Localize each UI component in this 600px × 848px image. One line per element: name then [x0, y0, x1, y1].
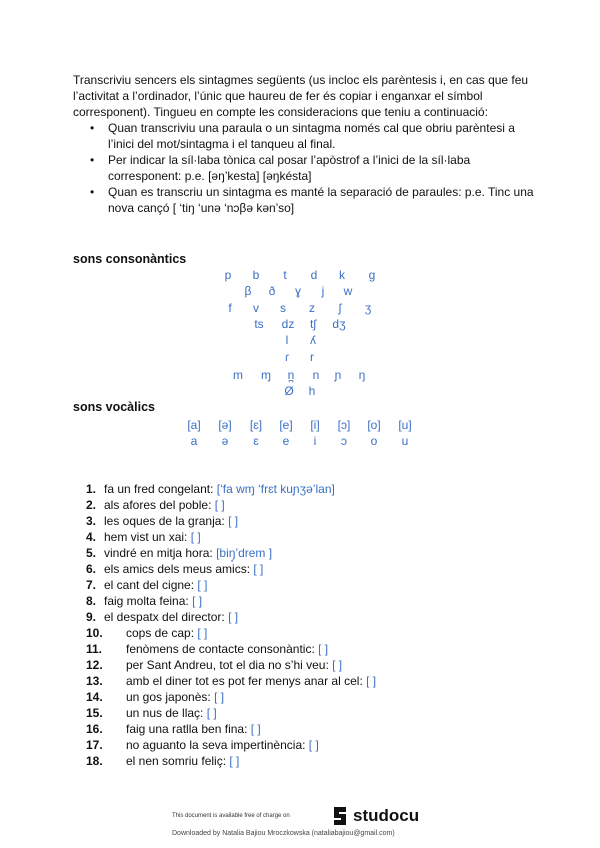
- vowel-plain: ə: [221, 434, 229, 448]
- exercise-answer[interactable]: [ ]: [214, 498, 225, 512]
- exercise-item: [86, 529, 376, 545]
- exercise-item: [86, 577, 376, 593]
- exercise-number: 8.: [86, 594, 97, 608]
- vowel-plain: o: [370, 434, 378, 448]
- consonant-symbol: dʒ: [332, 317, 346, 331]
- exercise-text: les oques de la granja:: [104, 514, 229, 528]
- exercise-answer[interactable]: [biŋ̟’drem ]: [216, 546, 273, 560]
- exercise-text: vindré en mitja hora:: [104, 546, 217, 560]
- exercise-list: [86, 481, 376, 769]
- exercise-number: 4.: [86, 530, 97, 544]
- exercise-number: 7.: [86, 578, 97, 592]
- exercise-item: [86, 737, 376, 753]
- consonant-symbol: l: [285, 333, 289, 347]
- exercise-text: faig una ratlla ben fina:: [126, 722, 251, 736]
- vowel-bracketed: [e]: [279, 418, 293, 432]
- consonant-symbol: β: [244, 284, 252, 298]
- exercise-number: 12.: [86, 658, 103, 672]
- vowel-bracketed: [o]: [367, 418, 381, 432]
- exercise-text: un gos japonès:: [126, 690, 215, 704]
- consonant-symbol: d: [310, 268, 318, 282]
- instructions-paragraph: Transcriviu sencers els sintagmes següents (us incloc els parèntesis i, en cas que feu l’activitat a l’ordinador, l’únic que haureu de fer és copiar i enganxar el símbol corresponent). Tingueu en compte les consideracions que teniu a continuació:: [73, 73, 529, 119]
- exercise-number: 18.: [86, 754, 103, 768]
- exercise-item: [86, 625, 376, 641]
- consonant-symbol: h: [308, 384, 316, 398]
- exercise-text: fa un fred congelant:: [104, 482, 217, 496]
- vowel-bracketed: [i]: [310, 418, 320, 432]
- exercise-item: [86, 721, 376, 737]
- exercise-text: per Sant Andreu, tot el dia no s’hi veu:: [126, 658, 333, 672]
- vowel-bracketed: [a]: [187, 418, 201, 432]
- exercise-item: [86, 753, 376, 769]
- consonant-symbol: ɲ: [334, 368, 342, 382]
- consonant-symbol: ɾ: [285, 350, 289, 364]
- consideration-item: [73, 152, 543, 184]
- exercise-answer[interactable]: [ ]: [229, 754, 240, 768]
- consonant-symbol: Ø: [284, 384, 294, 398]
- vowel-plain: u: [401, 434, 409, 448]
- consonant-symbol: ts: [254, 317, 264, 331]
- consideration-item: [73, 184, 543, 216]
- exercise-number: 9.: [86, 610, 97, 624]
- exercise-answer[interactable]: [ ]: [228, 610, 239, 624]
- consonant-symbol: ʃ: [338, 301, 342, 315]
- vowel-plain: i: [313, 434, 317, 448]
- consonant-symbol: ɣ: [294, 284, 301, 298]
- exercise-text: el cant del cigne:: [104, 578, 198, 592]
- consonant-symbol: p: [224, 268, 232, 282]
- consideration-text: Quan transcriviu una paraula o un sintagma només cal que obriu parèntesi a l’inici del mot/sintagma i el tanqueu al final.: [108, 121, 515, 151]
- consonant-symbol: ʎ: [310, 333, 316, 347]
- exercise-item: [86, 641, 376, 657]
- instructions: [73, 72, 543, 216]
- exercise-text: un nus de llaç:: [126, 706, 207, 720]
- exercise-number: 16.: [86, 722, 103, 736]
- exercise-text: els amics dels meus amics:: [104, 562, 254, 576]
- vowels-bracketed-row: [0, 418, 600, 434]
- exercise-text: als afores del poble:: [104, 498, 215, 512]
- vowel-plain: ɛ: [253, 434, 259, 448]
- exercise-number: 3.: [86, 514, 97, 528]
- considerations-list: [73, 120, 543, 216]
- vowel-plain: e: [282, 434, 290, 448]
- exercise-text: cops de cap:: [126, 626, 198, 640]
- consideration-text: Per indicar la síl·laba tònica cal posar l’apòstrof a l’inici de la síl·laba corresponent: p.e.: [108, 153, 471, 183]
- vowel-bracketed: [ɔ]: [337, 418, 351, 432]
- exercise-number: 5.: [86, 546, 97, 560]
- studocu-brand: studocu: [353, 806, 420, 825]
- exercise-answer[interactable]: [ ]: [206, 706, 217, 720]
- exercise-item: [86, 593, 376, 609]
- studocu-logo-icon: [330, 805, 350, 827]
- consonant-symbol: n̪: [287, 368, 295, 382]
- vowel-plain: ɔ: [341, 434, 347, 448]
- studocu-logo[interactable]: [330, 805, 419, 827]
- consonant-symbol: ŋ: [358, 368, 366, 382]
- exercise-item: [86, 481, 376, 497]
- vowels-heading: sons vocàlics: [73, 400, 155, 414]
- exercise-number: 14.: [86, 690, 103, 704]
- consonant-symbol: w: [343, 284, 353, 298]
- exercise-text: no aguanto la seva impertinència:: [126, 738, 309, 752]
- exercise-item: [86, 545, 376, 561]
- consonant-symbol: t: [283, 268, 287, 282]
- exercise-number: 11.: [86, 642, 103, 656]
- consonant-symbol: b: [252, 268, 260, 282]
- exercise-number: 15.: [86, 706, 103, 720]
- consonant-symbol: v: [253, 301, 259, 315]
- vowel-bracketed: [ə]: [218, 418, 232, 432]
- exercise-text: el despatx del director:: [104, 610, 229, 624]
- exercise-item: [86, 513, 376, 529]
- vowel-bracketed: [u]: [398, 418, 412, 432]
- consonant-symbol: ʒ: [364, 301, 372, 315]
- exercise-answer[interactable]: [‘fa wɱ ‘frɛt kuɲʒə’lan]: [216, 482, 335, 496]
- exercise-answer[interactable]: [ ]: [197, 578, 208, 592]
- exercise-item: [86, 609, 376, 625]
- consonant-symbol: r: [310, 350, 314, 364]
- exercise-answer[interactable]: [ ]: [214, 690, 225, 704]
- exercise-item: [86, 561, 376, 577]
- exercise-number: 10.: [86, 626, 103, 640]
- exercise-answer[interactable]: [ ]: [197, 626, 208, 640]
- vowels-plain-row: [0, 434, 600, 450]
- exercise-number: 13.: [86, 674, 103, 688]
- exercise-item: [86, 497, 376, 513]
- consideration-item: [73, 120, 543, 152]
- exercise-answer[interactable]: [ ]: [332, 658, 343, 672]
- consonant-symbol: m: [233, 368, 243, 382]
- consonant-symbol: f: [228, 301, 232, 315]
- consonants-heading: sons consonàntics: [73, 252, 187, 266]
- consonant-symbol: z: [309, 301, 315, 315]
- exercise-text: hem vist un xai:: [104, 530, 191, 544]
- exercise-item: [86, 705, 376, 721]
- consideration-text: Quan es transcriu un sintagma es manté la separació de paraules: p.e. Tinc una nova cançó: [108, 185, 534, 215]
- vowel-bracketed: [ɛ]: [249, 418, 263, 432]
- exercise-answer[interactable]: [ ]: [308, 738, 319, 752]
- exercise-answer[interactable]: [ ]: [253, 562, 264, 576]
- exercise-text: el nen somriu feliç:: [126, 754, 230, 768]
- footer-availability: This document is available free of charge on: [172, 813, 290, 819]
- exercise-number: 6.: [86, 562, 97, 576]
- consonant-symbol: k: [339, 268, 345, 282]
- exercise-number: 2.: [86, 498, 97, 512]
- consideration-example: [ ‘tiŋ ‘unə ‘nɔβə kən’so]: [172, 201, 295, 215]
- exercise-answer[interactable]: [ ]: [228, 514, 239, 528]
- exercise-answer[interactable]: [ ]: [192, 594, 203, 608]
- consonant-symbol: ð: [268, 284, 276, 298]
- exercise-text: fenòmens de contacte consonàntic:: [126, 642, 319, 656]
- exercise-answer[interactable]: [ ]: [366, 674, 377, 688]
- exercise-number: 1.: [86, 482, 97, 496]
- consonant-symbol: g: [368, 268, 376, 282]
- footer-downloaded-by: Downloaded by Natalia Bajiou Mroczkowska (nataliabajiou@gmail.com): [172, 830, 395, 837]
- exercise-answer[interactable]: [ ]: [250, 722, 261, 736]
- exercise-text: amb el diner tot es pot fer menys anar al cel:: [126, 674, 367, 688]
- exercise-text: faig molta feina:: [104, 594, 193, 608]
- consonant-symbol: n: [312, 368, 320, 382]
- exercise-item: [86, 689, 376, 705]
- consonant-symbol: ɱ: [261, 368, 271, 382]
- consideration-example: [əŋ’kesta] [əŋkésta]: [208, 169, 312, 183]
- vowel-plain: a: [190, 434, 198, 448]
- consonant-symbol: tʃ: [310, 317, 316, 331]
- exercise-item: [86, 673, 376, 689]
- exercise-item: [86, 657, 376, 673]
- exercise-answer[interactable]: [ ]: [190, 530, 201, 544]
- exercise-answer[interactable]: [ ]: [318, 642, 329, 656]
- consonant-symbol: dz: [281, 317, 295, 331]
- consonant-symbol: s: [280, 301, 286, 315]
- consonant-symbol: j: [321, 284, 325, 298]
- exercise-number: 17.: [86, 738, 103, 752]
